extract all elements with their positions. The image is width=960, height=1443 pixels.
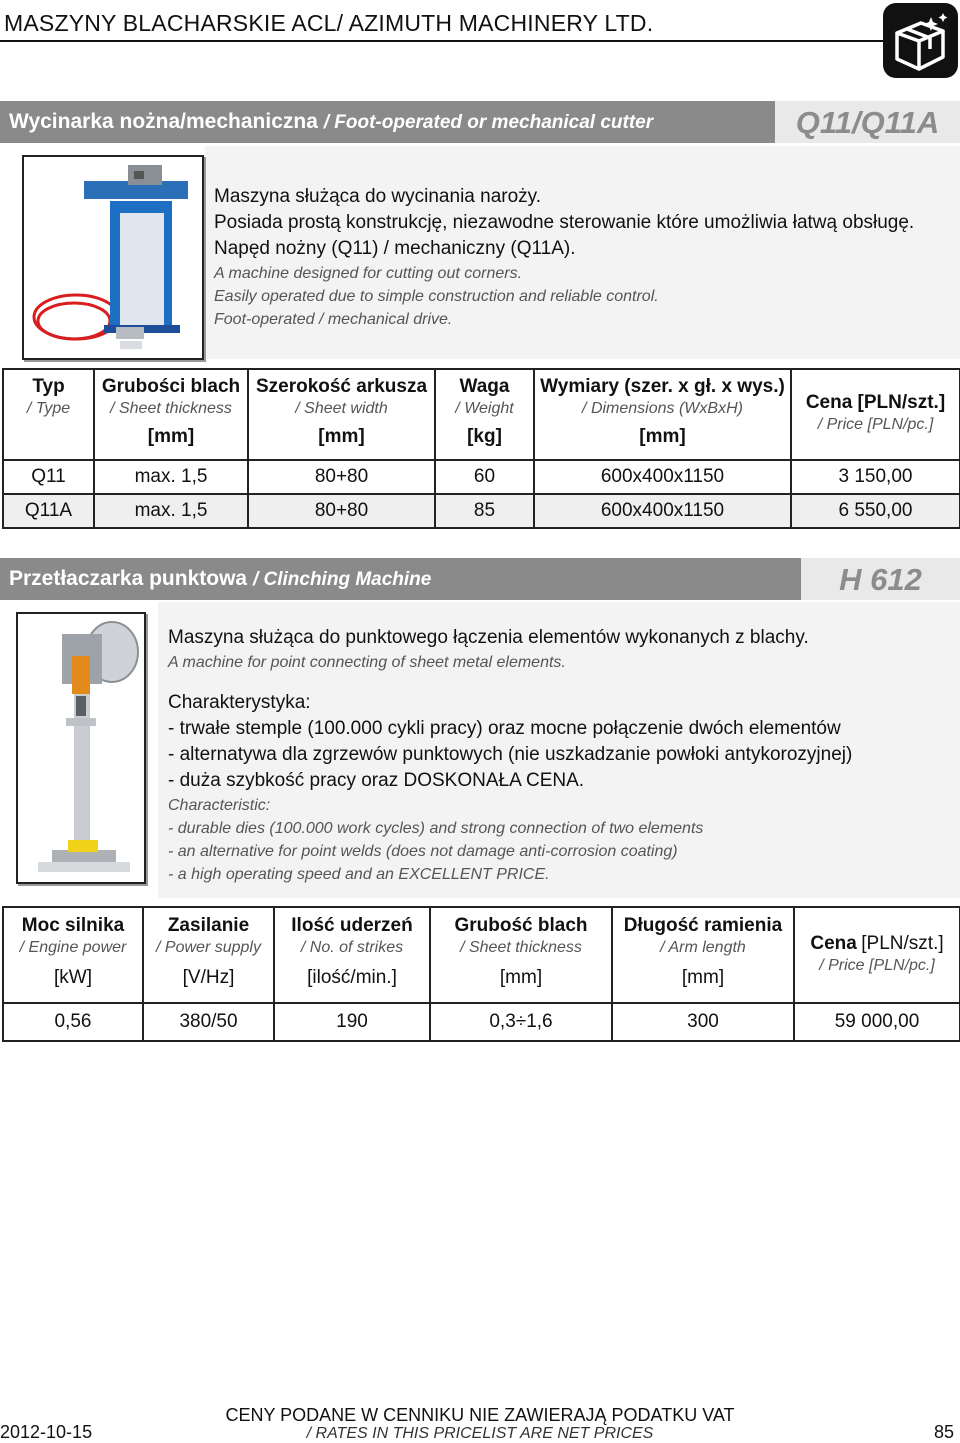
box-gift-icon [883, 3, 958, 78]
header-weight: Waga / Weight [kg] [435, 369, 534, 460]
cell-price: 6 550,00 [791, 494, 960, 528]
description-line-pl-1: Maszyna służąca do wycinania naroży. [214, 186, 542, 207]
header-sheet-thickness: Grubości blach / Sheet thickness [mm] [94, 369, 248, 460]
cutter-description [214, 184, 914, 331]
table-header-row [3, 369, 960, 460]
page-number: 85 [934, 1422, 955, 1442]
corner-notcher-machine-photo [22, 155, 204, 360]
section-title-pl: Przetłaczarka punktowa [9, 567, 248, 590]
header-dimensions: Wymiary (szer. x gł. x wys.) / Dimensions (WxBxH) [mm] [534, 369, 791, 460]
features-title-en: Characteristic: [168, 797, 271, 814]
feature-line-en-3: - a high operating speed and an EXCELLENT PRICE. [168, 866, 550, 883]
header-price: Cena [PLN/szt.] / Price [PLN/pc.] [791, 369, 960, 460]
feature-line-pl-2: - alternatywa dla zgrzewów punktowych (nie uszkadzanie powłoki antykorozyjnej) [168, 744, 853, 765]
features-title-pl: Charakterystyka: [168, 692, 311, 713]
table-row [3, 460, 960, 494]
cell-sheet-thickness: max. 1,5 [94, 460, 248, 494]
header-engine-power: Moc silnika / Engine power [kW] [3, 907, 143, 1003]
footer-note-pl: CENY PODANE W CENNIKU NIE ZAWIERAJĄ PODATKU VAT [225, 1405, 735, 1425]
table-row [3, 1003, 960, 1041]
description-line-en-3: Foot-operated / mechanical drive. [214, 311, 453, 328]
cell-price: 3 150,00 [791, 460, 960, 494]
clinching-machine-photo [16, 612, 146, 884]
section-title-en: / Clinching Machine [252, 569, 432, 590]
model-code: H 612 [801, 558, 960, 600]
clinching-spec-table [2, 906, 960, 1042]
feature-line-pl-3: - duża szybkość pracy oraz DOSKONAŁA CENA. [168, 770, 585, 791]
description-line-en-2: Easily operated due to simple construction and reliable control. [214, 288, 659, 305]
cell-weight: 60 [435, 460, 534, 494]
feature-line-en-1: - durable dies (100.000 work cycles) and strong connection of two elements [168, 820, 704, 837]
section-title-en: / Foot-operated or mechanical cutter [323, 112, 654, 133]
cell-type: Q11A [3, 494, 94, 528]
description-line-pl-2: Posiada prostą konstrukcję, niezawodne sterowanie które umożliwia łatwą obsługę. [214, 212, 915, 233]
description-line-en-1: A machine designed for cutting out corners. [214, 265, 523, 282]
section-title [9, 110, 653, 134]
header-price: Cena [PLN/szt.] / Price [PLN/pc.] [794, 907, 960, 1003]
header-strikes: Ilość uderzeń / No. of strikes [ilość/min.] [274, 907, 430, 1003]
section-title [9, 567, 431, 591]
description-line-pl-3: Napęd nożny (Q11) / mechaniczny (Q11A). [214, 238, 576, 259]
clinching-description [168, 625, 852, 886]
section-header-clinching [0, 558, 801, 600]
cell-sheet-width: 80+80 [248, 460, 435, 494]
cell-arm-length: 300 [612, 1003, 794, 1041]
header-power-supply: Zasilanie / Power supply [V/Hz] [143, 907, 274, 1003]
cell-strikes: 190 [274, 1003, 430, 1041]
header-divider [0, 40, 890, 42]
cell-sheet-thickness: 0,3÷1,6 [430, 1003, 612, 1041]
description-line-pl: Maszyna służąca do punktowego łączenia elementów wykonanych z blachy. [168, 627, 809, 648]
company-title: MASZYNY BLACHARSKIE ACL/ AZIMUTH MACHINERY LTD. [4, 10, 654, 36]
cell-weight: 85 [435, 494, 534, 528]
footer-note-en: / RATES IN THIS PRICELIST ARE NET PRICES [306, 1425, 654, 1442]
section-header-cutter [0, 101, 775, 143]
cell-dimensions: 600x400x1150 [534, 460, 791, 494]
description-line-en: A machine for point connecting of sheet metal elements. [168, 654, 566, 671]
feature-line-pl-1: - trwałe stemple (100.000 cykli pracy) oraz mocne połączenie dwóch elementów [168, 718, 841, 739]
cell-type: Q11 [3, 460, 94, 494]
cell-price: 59 000,00 [794, 1003, 960, 1041]
section-title-pl: Wycinarka nożna/mechaniczna [9, 110, 318, 133]
header-sheet-thickness: Grubość blach / Sheet thickness [mm] [430, 907, 612, 1003]
cell-dimensions: 600x400x1150 [534, 494, 791, 528]
header-type: Typ / Type [3, 369, 94, 460]
cell-sheet-thickness: max. 1,5 [94, 494, 248, 528]
footer-date: 2012-10-15 [0, 1422, 93, 1442]
feature-line-en-2: - an alternative for point welds (does not damage anti-corrosion coating) [168, 843, 678, 860]
cell-power-supply: 380/50 [143, 1003, 274, 1041]
header-arm-length: Długość ramienia / Arm length [mm] [612, 907, 794, 1003]
header-sheet-width: Szerokość arkusza / Sheet width [mm] [248, 369, 435, 460]
cutter-spec-table [2, 368, 960, 529]
cell-engine-power: 0,56 [3, 1003, 143, 1041]
model-code: Q11/Q11A [775, 101, 960, 143]
table-row [3, 494, 960, 528]
table-header-row [3, 907, 960, 1003]
cell-sheet-width: 80+80 [248, 494, 435, 528]
